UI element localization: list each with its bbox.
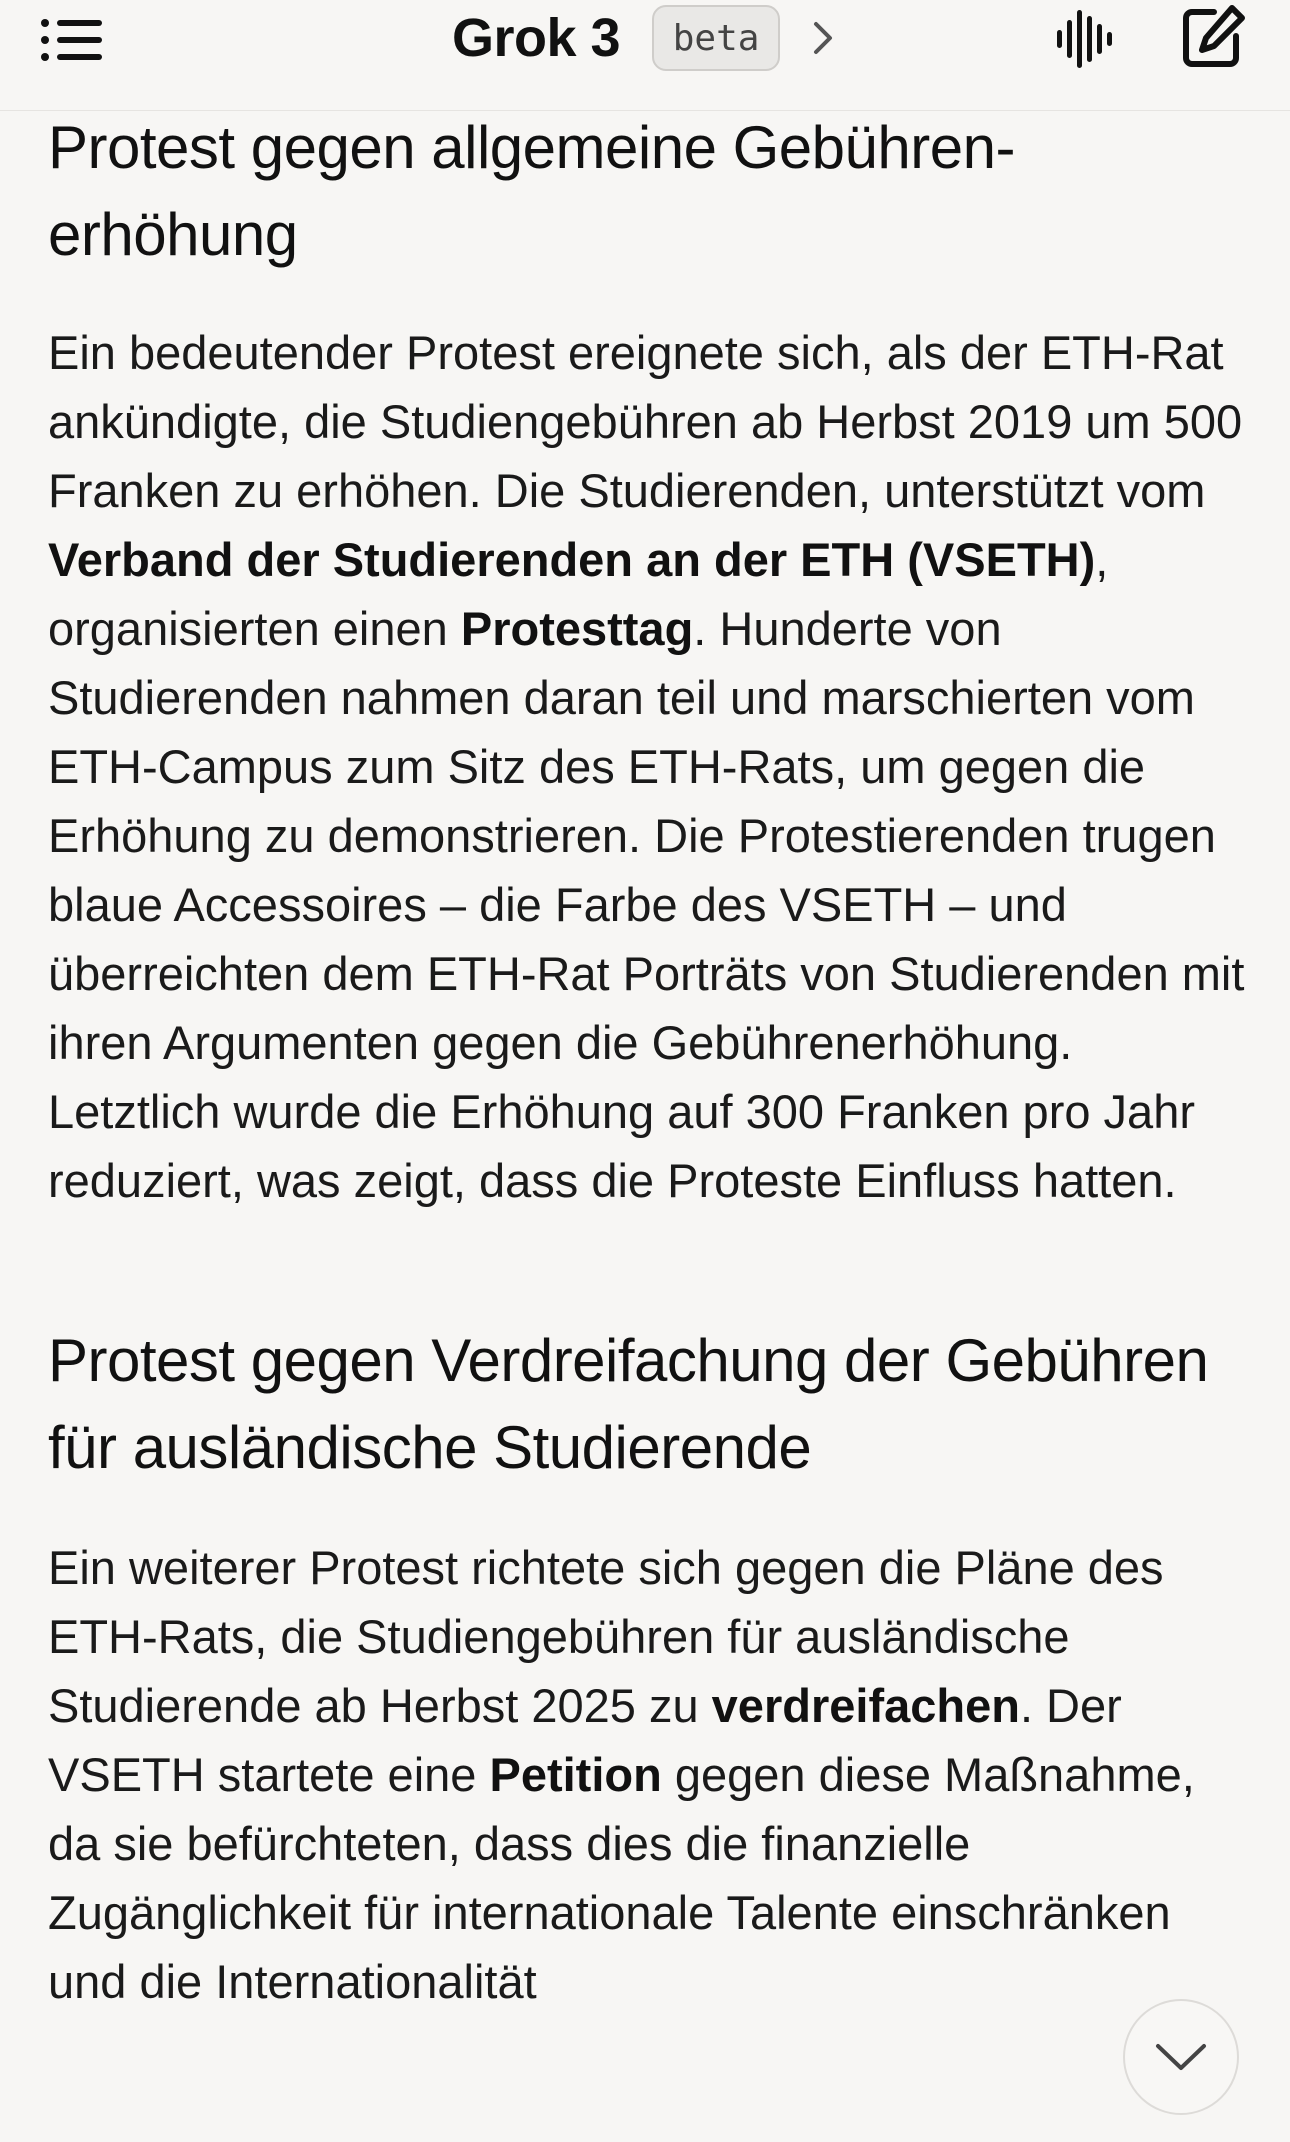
- menu-icon: [40, 18, 104, 82]
- scroll-to-bottom-button[interactable]: [1123, 1999, 1239, 2115]
- voice-waveform-icon: [1055, 6, 1119, 72]
- bold-text: Petition: [489, 1748, 662, 1801]
- bold-text: verdreifachen: [711, 1679, 1020, 1732]
- section-heading: Protest gegen Verdreifachung der Gebühren für ausländische Studierende: [48, 1327, 1209, 1481]
- chat-message: [48, 104, 1248, 2016]
- app-title: Grok 3: [452, 8, 621, 68]
- model-selector[interactable]: [452, 2, 838, 74]
- beta-badge: beta: [652, 5, 780, 71]
- compose-icon: [1180, 4, 1246, 70]
- section-paragraph: Ein weiterer Protest richtete sich gegen die Pläne des ETH-Rats, die Studiengebühren für ausländische Studierende ab Herbst 2025 zu verdreifachen. Der VSETH startete eine Petition gegen diese Maßnahme, da sie befürchteten, dass dies die finanzielle Zugänglichkeit für internationale Talente einschränken und die Internationalität: [48, 1541, 1195, 2008]
- menu-button[interactable]: [40, 18, 104, 82]
- bold-text: Verband der Studierenden an der ETH (VSETH): [48, 533, 1096, 586]
- top-bar: [0, 0, 1290, 111]
- chevron-right-icon: [808, 18, 838, 58]
- new-chat-button[interactable]: [1180, 4, 1246, 70]
- chevron-down-icon: [1154, 2040, 1208, 2074]
- voice-mode-button[interactable]: [1055, 6, 1119, 72]
- bold-text: Protesttag: [460, 602, 694, 655]
- section-paragraph: Ein bedeutender Protest ereignete sich, als der ETH-Rat ankündigte, die Studiengebühren ab Herbst 2019 um 500 Franken zu erhöhen. Die Studierenden, unterstützt vom Verband der Studierenden an der ETH (VSETH), organisierten einen Protesttag. Hunderte von Studierenden nahmen daran teil und marschierten vom ETH-Campus zum Sitz des ETH-Rats, um gegen die Erhöhung zu demonstrieren. Die Protestierenden trugen blaue Accessoires – die Farbe des VSETH – und überreichten dem ETH-Rat Porträts von Studierenden mit ihren Argumenten gegen die Gebührenerhöhung. Letztlich wurde die Erhöhung auf 300 Franken pro Jahr reduziert, was zeigt, dass die Proteste Einfluss hatten.: [48, 326, 1245, 1207]
- section-heading: Protest gegen allgemeine Gebühren-erhöhung: [48, 114, 1015, 268]
